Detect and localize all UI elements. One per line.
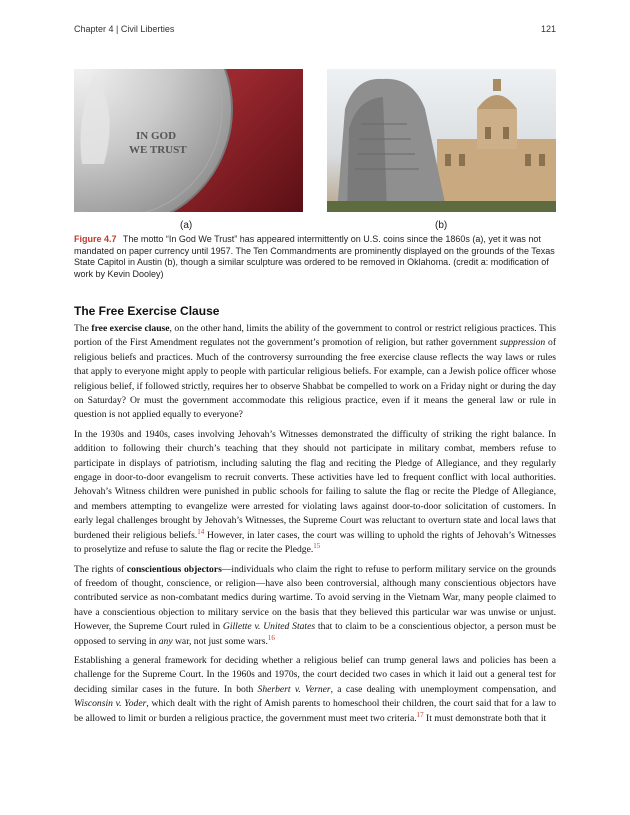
text-run: In the 1930s and 1940s, cases involving Jehovah’s Witnesses demonstrated the difficulty of striking the right balance. In addition to following their church’s teaching that they should not participate in military combat, members refuse to participate in displays of patriotism, including saluting the flag and reciting the Pledge of Allegiance, and they regularly engage in door-to-door evangelism to recruit converts. These activities have led to frequent conflict with local authorities. Jehovah’s Witness children were punished in public schools for failing to salute the flag or recite the Pledge of Allegiance, and members attempting to evangelize were arrested for violating laws against door-to-door solicitation of customers. In early legal challenges brought by Jehovah’s Witnesses, the Supreme Court was reluctant to overturn state and local laws that burdened their religious beliefs. xyxy=(74,428,556,541)
key-term: free exercise clause xyxy=(91,323,170,334)
figure-number: Figure 4.7 xyxy=(74,234,117,244)
text-run: The rights of xyxy=(74,563,127,575)
paragraph-3 xyxy=(74,563,556,649)
monument-illustration xyxy=(327,69,556,212)
paragraph-1 xyxy=(74,322,556,423)
paragraph-2 xyxy=(74,428,556,558)
text-run: However, in later cases, the court was willing to uphold the rights of Jehovah’s Witnesses to proselytize and refuse to salute the flag or recite the Pledge. xyxy=(74,529,556,556)
text-run: that to claim to be a conscientious objector, a person must be opposed to serving in xyxy=(74,621,556,647)
key-term: conscientious objectors xyxy=(126,563,222,575)
figure-caption-text: The motto “In God We Trust” has appeared intermittently on U.S. coins since the 1860s (a), yet it was not mandated on paper currency until 1957. The Ten Commandments are prominently displayed on the grounds of the Texas State Capitol in Austin (b), though a similar sculpture was ordered to be removed in Oklahoma. (credit a: modification of work by Kevin Dooley) xyxy=(74,234,555,280)
coin-motto-line2: WE TRUST xyxy=(129,144,187,156)
section-heading: The Free Exercise Clause xyxy=(74,304,220,318)
figure-image-coin xyxy=(74,69,303,212)
case-name: Sherbert v. Verner xyxy=(257,683,331,695)
page-number: 121 xyxy=(540,24,556,34)
figure-label-a: (a) xyxy=(180,220,193,231)
footnote-link[interactable]: 16 xyxy=(267,633,275,642)
chapter-title: Chapter 4 | Civil Liberties xyxy=(74,24,175,34)
case-name: Wisconsin v. Yoder xyxy=(74,698,147,710)
emphasis: any xyxy=(158,635,173,647)
text-run: Establishing a general framework for deciding whether a religious belief can trump general laws and policies has been a challenge for the Supreme Court. In the 1960s and 1970s, the court decided two cases in which it laid out a general test for deciding similar cases in the future. In both xyxy=(74,654,556,695)
text-run: , on the other hand, limits the ability of the government to control or restrict religious practices. This portion of the First Amendment regulates not the government’s promotion of religion, but rather government xyxy=(74,323,556,349)
paragraph-4 xyxy=(74,654,556,726)
footnote-link[interactable]: 17 xyxy=(416,710,424,719)
footnote-link[interactable]: 15 xyxy=(313,541,321,550)
text-run: , a case dealing with unemployment compensation, and xyxy=(330,683,557,695)
body-text xyxy=(74,322,556,731)
text-run: , which dealt with the right of Amish parents to homeschool their children, the court said that for a law to be allowed to limit or burden a religious practice, the government must meet two criteria. xyxy=(74,698,556,724)
text-run: The xyxy=(74,323,92,334)
figure-label-b: (b) xyxy=(435,220,448,231)
text-run: war, not just some wars. xyxy=(172,635,268,647)
coin-motto-line1: IN GOD xyxy=(136,130,177,142)
case-name: Gillette v. United States xyxy=(222,621,316,633)
text-run: —individuals who claim the right to refuse to perform military service on the grounds of freedom of thought, conscience, or religion—have also been controversial, although many conscientious objectors have contributed service as non-combatant medics during wartime. To avoid serving in the Vietnam War, many people claimed to have a conscientious objection to military service on the basis that they believed this particular war was unwise or unjust. However, the Supreme Court ruled in xyxy=(74,563,557,633)
text-run: It must demonstrate both that it xyxy=(423,712,547,724)
text-run: of religious beliefs and practices. Much of the controversy surrounding the free exercise clause reflects the way laws or rules that apply to everyone might apply to people with particular religious beliefs. For example, can a Jewish police officer whose religious belief, if followed strictly, requires her to observe Shabbat be compelled to work on a Friday night or during the day on Saturday? Or must the government accommodate this religious practice, even if it means the general law or rule in question is not applied equally to everyone? xyxy=(74,337,557,421)
emphasis: suppression xyxy=(499,337,546,349)
figure-image-monument xyxy=(327,69,556,212)
coin-illustration xyxy=(74,69,303,212)
footnote-link[interactable]: 14 xyxy=(197,527,205,536)
figure-caption xyxy=(74,234,556,281)
